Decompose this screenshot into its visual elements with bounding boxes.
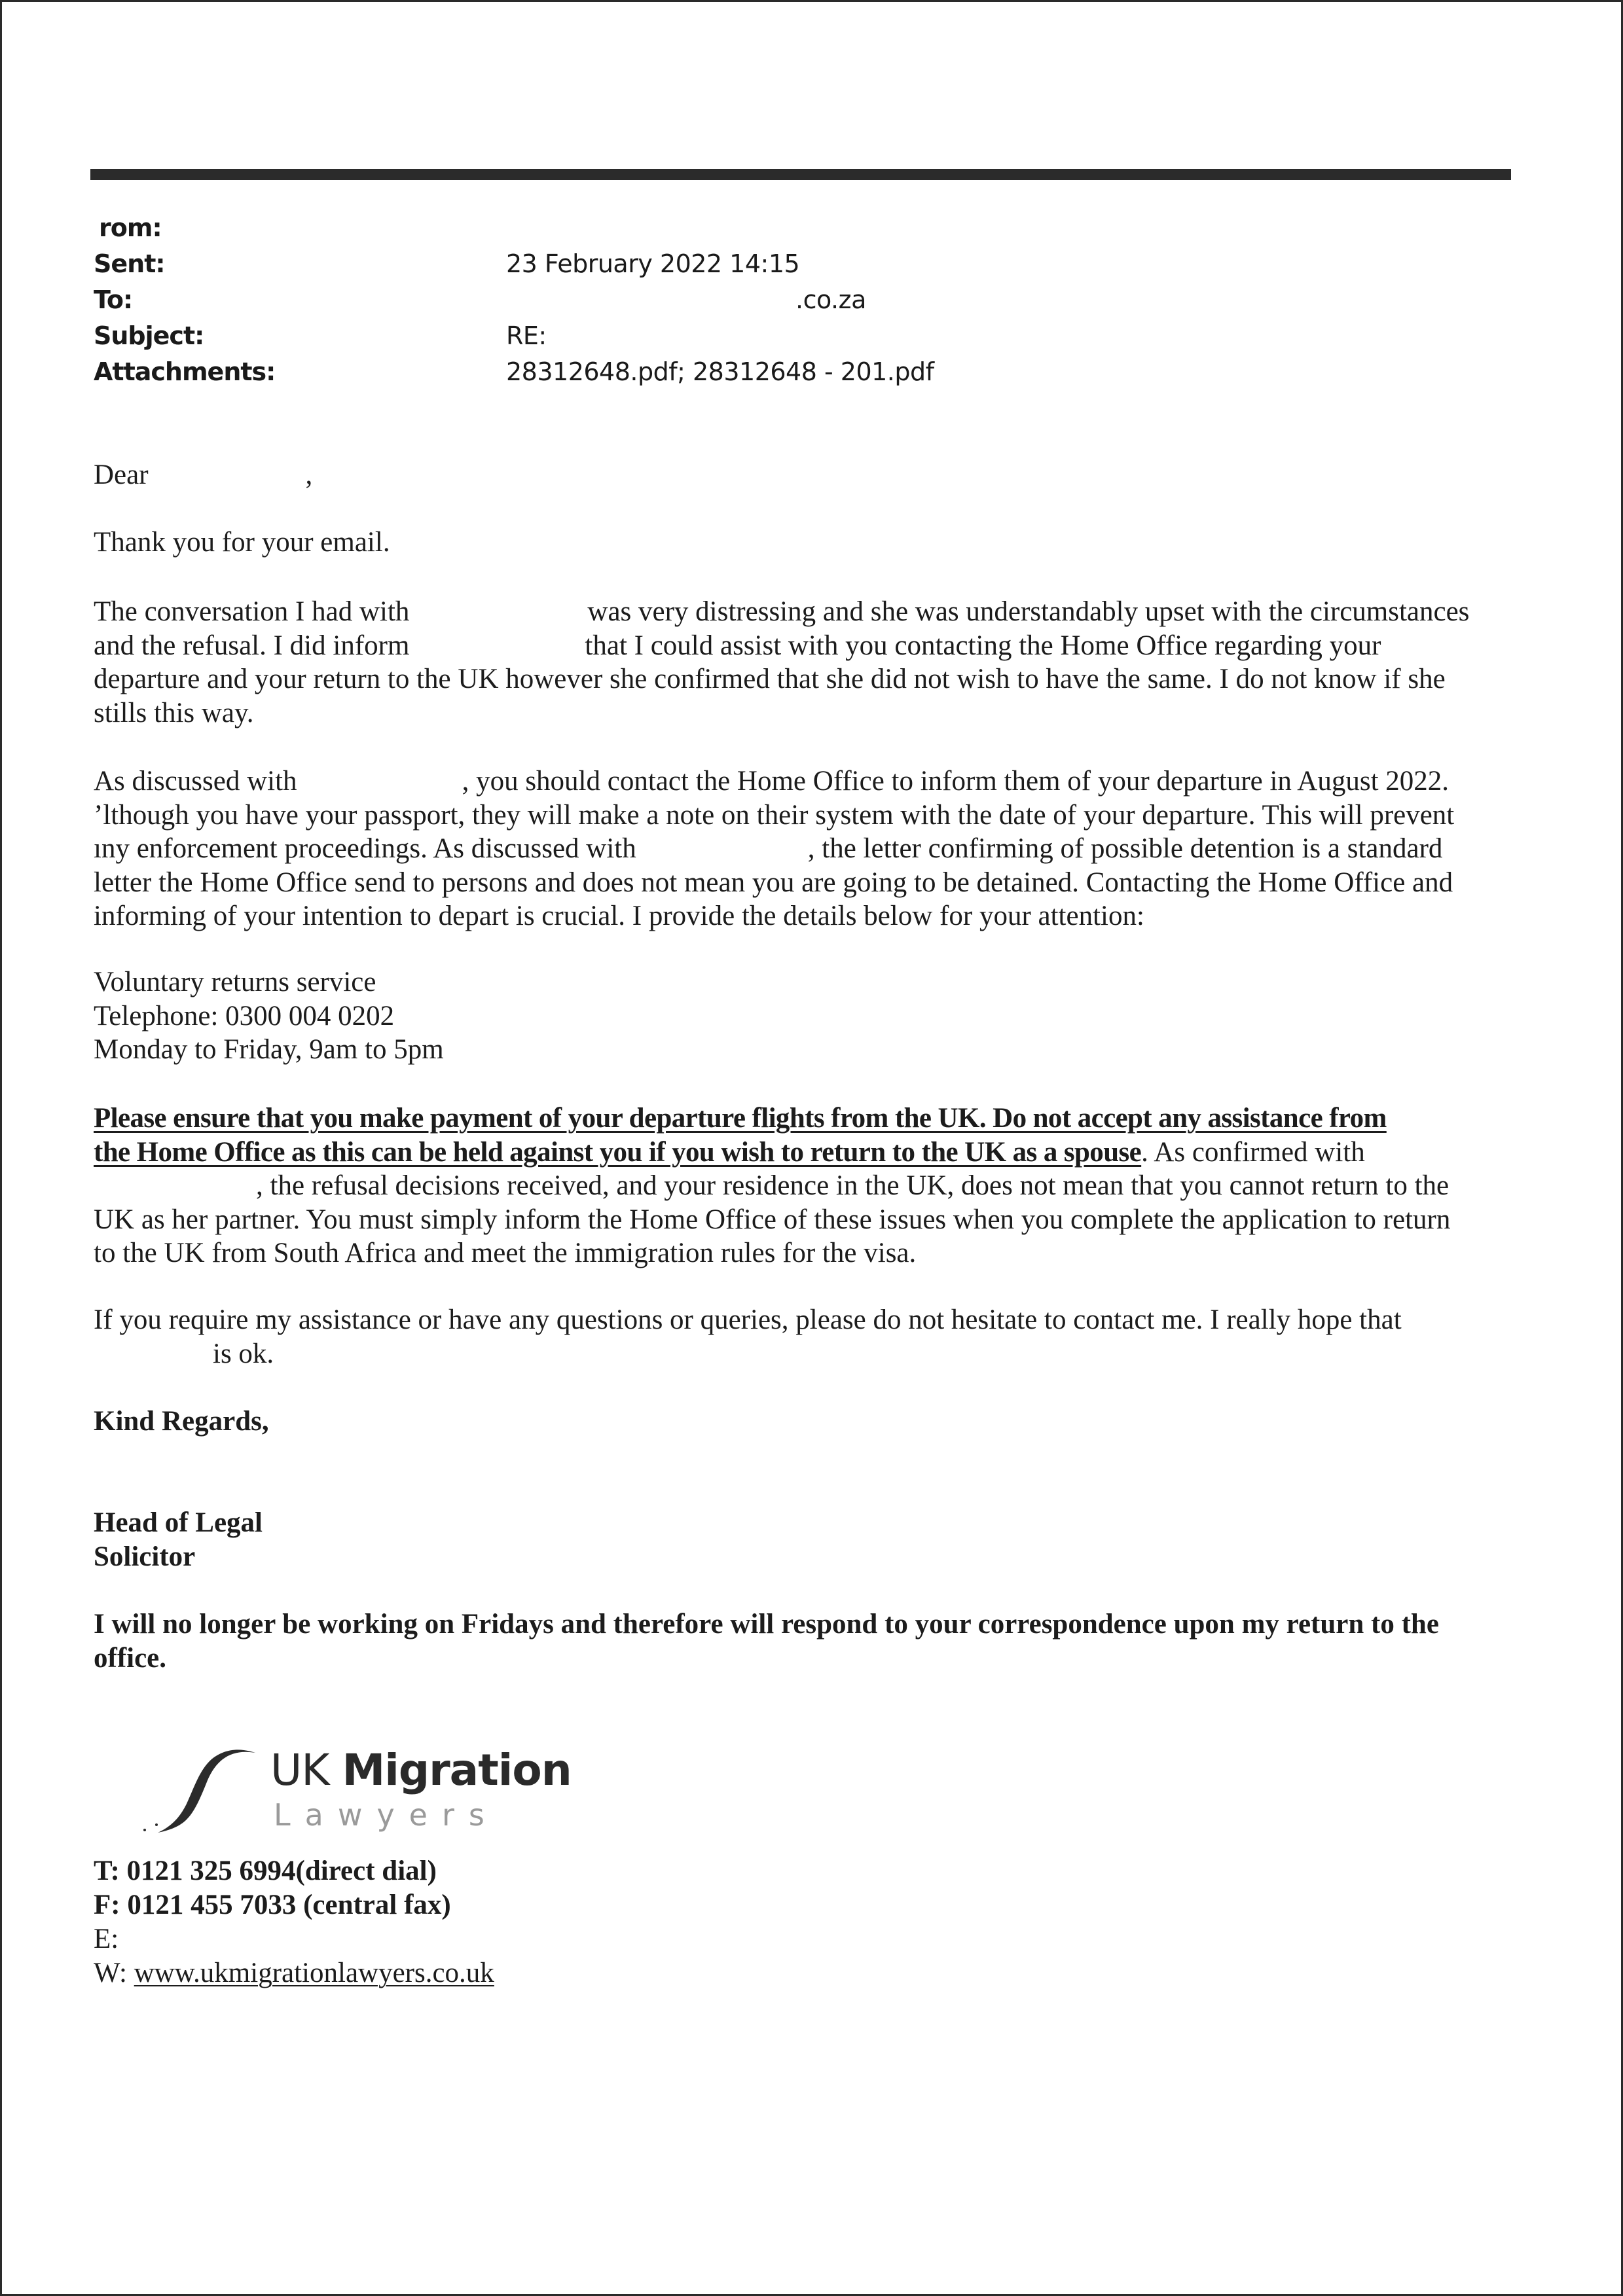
paragraph-conversation [94,595,1514,730]
contact-phone: T: 0121 325 6994(direct dial) [94,1856,437,1886]
notice-line-1: I will no longer be working on Fridays and therefore will respond to your correspondence upon my return to the [94,1609,1439,1640]
p3-line-5: to the UK from South Africa and meet the immigration rules for the visa. [94,1238,917,1268]
company-logo [139,1740,572,1838]
p1-line-1 [94,595,1514,629]
p3-line-3 [94,1169,1514,1203]
p2-line-3 [94,832,1514,866]
sent-value: 23 February 2022 14:15 [506,249,800,278]
p4-line-2 [94,1337,1514,1371]
thanks-line [94,526,1514,560]
contact-fax: F: 0121 455 7033 (central fax) [94,1890,451,1920]
p2-l1a: As discussed with [94,766,297,797]
paragraph-home-office [94,764,1514,933]
p1-l2a: and the refusal. I did inform [94,630,410,661]
service-telephone: Telephone: 0300 004 0202 [94,1000,395,1031]
attachments-value[interactable]: 28312648.pdf; 28312648 - 201.pdf [506,357,934,386]
service-hours: Monday to Friday, 9am to 5pm [94,1034,444,1065]
to-label: To: [94,285,133,314]
greeting-comma: , [305,459,313,490]
subject-value: RE: [506,321,547,350]
to-value: .co.za [795,285,866,314]
title-head-of-legal: Head of Legal [94,1507,263,1538]
paragraph-assistance [94,1303,1514,1371]
swoosh-icon [139,1740,264,1838]
logo-name [270,1745,572,1795]
p2-l3a: ıny enforcement proceedings. As discussed with [94,833,636,864]
voluntary-returns-details [94,965,1514,1067]
p3-bold-line-1: Please ensure that you make payment of your departure flights from the UK. Do not accept any assistance from [94,1103,1387,1134]
p2-line-5: informing of your intention to depart is crucial. I provide the details below for your attention: [94,901,1144,931]
contact-details [94,1854,494,1990]
from-label: rom: [99,213,162,242]
p3-l2-rest: . As confirmed with [1141,1136,1365,1168]
logo-name-migration: Migration [342,1745,572,1795]
contact-email [94,1922,494,1956]
p2-l3b: , the letter confirming of possible detention is a standard [807,833,1443,864]
logo-subtitle: Lawyers [274,1797,499,1833]
service-name: Voluntary returns service [94,967,376,997]
signature-titles [94,1506,1514,1573]
p3-line-2 [94,1136,1514,1170]
email-label: E: [94,1924,119,1954]
p4-l2: is ok. [213,1338,274,1369]
availability-notice [94,1607,1514,1675]
paragraph-payment-warning [94,1102,1514,1270]
p2-line-4: letter the Home Office send to persons and does not mean you are going to be detained. Contacting the Home Office and [94,867,1453,898]
greeting-prefix: Dear [94,459,149,490]
web-label: W: [94,1958,127,1988]
p2-l1b: , you should contact the Home Office to inform them of your departure in August 2022. [462,766,1450,797]
p2-line-1 [94,764,1514,798]
notice-line-2: office. [94,1642,167,1674]
p3-l3: , the refusal decisions received, and your residence in the UK, does not mean that you cannot return to the [256,1170,1450,1201]
greeting [94,458,1514,492]
p4-line-1: If you require my assistance or have any questions or queries, please do not hesitate to contact me. I really hope that [94,1304,1402,1335]
sent-label: Sent: [94,249,165,278]
contact-web [94,1956,494,1990]
attachments-label: Attachments: [94,357,276,386]
closing [94,1405,1514,1439]
p1-l1b: was very distressing and she was understandably upset with the circumstances [587,596,1470,627]
p1-line-2 [94,629,1514,663]
thanks-text: Thank you for your email. [94,527,390,558]
p2-line-2: ’lthough you have your passport, they will make a note on their system with the date of your departure. This will prevent [94,799,1455,831]
website-link[interactable]: www.ukmigrationlawyers.co.uk [134,1958,494,1988]
p3-bold-l2: the Home Office as this can be held against you if you wish to return to the UK as a spouse [94,1136,1142,1168]
header-divider [90,169,1511,180]
p1-line-4: stills this way. [94,697,254,728]
p1-l1a: The conversation I had with [94,596,410,627]
p3-line-4: UK as her partner. You must simply inform the Home Office of these issues when you complete the application to return [94,1204,1451,1235]
p1-l2b: that I could assist with you contacting the Home Office regarding your [585,630,1381,661]
closing-text: Kind Regards, [94,1406,269,1437]
p1-line-3: departure and your return to the UK however she confirmed that she did not wish to have the same. I do not know if she [94,664,1446,694]
title-solicitor: Solicitor [94,1541,196,1572]
subject-label: Subject: [94,321,204,350]
logo-name-uk: UK [270,1745,329,1795]
